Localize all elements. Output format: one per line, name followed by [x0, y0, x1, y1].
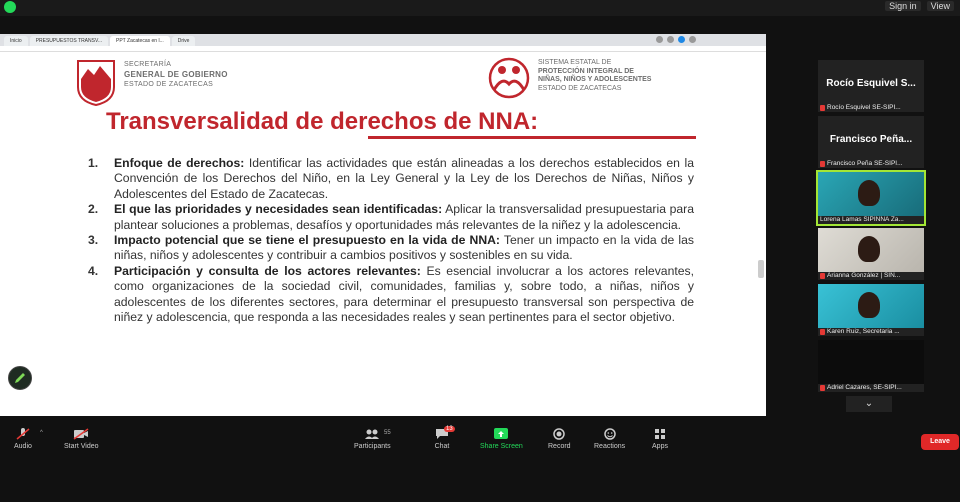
browser-tab[interactable]: Drive [172, 36, 196, 46]
participants-icon [364, 428, 380, 440]
extension-icon[interactable] [656, 36, 663, 43]
browser-tab-strip [0, 34, 766, 46]
pencil-icon [13, 371, 27, 385]
caret-up-icon[interactable]: ^ [40, 430, 43, 436]
record-label: Record [548, 443, 571, 450]
zoom-top-bar [0, 0, 960, 16]
chat-label: Chat [434, 443, 450, 450]
org-left-text [124, 60, 228, 90]
point-number: 2. [88, 202, 99, 217]
list-item [88, 202, 694, 233]
list-item [88, 233, 694, 264]
video-off-icon [73, 428, 89, 440]
audio-button[interactable] [14, 428, 43, 450]
participant-label [820, 216, 904, 223]
participant-label-text: Karen Ruiz, Secretaria ... [827, 328, 900, 335]
participant-gallery [818, 60, 924, 412]
chat-unread-badge: 13 [446, 426, 453, 432]
participant-tile[interactable] [818, 60, 924, 112]
view-button[interactable]: View [927, 1, 954, 11]
browser-tab[interactable]: Inicio [4, 36, 28, 46]
list-item [88, 264, 694, 326]
top-right-controls [885, 1, 954, 11]
participant-name-display: Francisco Peña... [829, 134, 913, 145]
participant-label [820, 160, 903, 167]
participant-video [818, 340, 924, 384]
point-heading: Impacto potencial que se tiene el presupuesto en la vida de NNA: [114, 233, 500, 248]
government-shield-logo [76, 57, 116, 107]
point-number: 1. [88, 156, 99, 170]
point-heading: Enfoque de derechos: [114, 156, 245, 170]
muted-mic-icon [820, 273, 825, 279]
point-body [114, 264, 694, 326]
point-number: 4. [88, 263, 99, 278]
participant-tile-speaking[interactable] [818, 172, 924, 224]
point-body [114, 233, 694, 264]
point-text: Tener un impacto en la vida de las niñas, niños y adolescentes y contribuir a cambios positivos y sostenibles en su vida. [114, 233, 695, 263]
participant-label-text: Lorena Lamas SIPINNA Za... [820, 216, 904, 223]
point-body [114, 202, 694, 233]
participant-tile[interactable] [818, 116, 924, 168]
audio-label: Audio [14, 443, 32, 450]
security-shield-icon[interactable] [4, 1, 16, 13]
participant-label-text: Arianna González | SIN... [827, 272, 901, 279]
reactions-icon [602, 428, 618, 440]
muted-mic-icon [820, 385, 825, 391]
muted-mic-icon [820, 329, 825, 335]
org-right-line: PROTECCIÓN INTEGRAL DE [538, 67, 634, 75]
record-button[interactable] [548, 428, 571, 450]
participants-button[interactable] [354, 428, 391, 450]
share-screen-label: Share Screen [480, 443, 523, 450]
point-text: Es esencial involucrar a los actores relevantes, como organizaciones de la sociedad civil, comunidades, familias y, sobre todo, a niñas, niños y adolescentes de los diferentes sectores, para determinar el presupuesto transversal son perspectiva de niñez y adolescencia, que responda a las necesidades reales y sean pertinentes para el sector objetivo. [114, 263, 694, 325]
share-screen-button[interactable] [480, 428, 523, 450]
profile-icon[interactable] [678, 36, 685, 43]
scrollbar-handle[interactable] [758, 260, 764, 278]
org-left-line: SECRETARÍA [124, 61, 172, 68]
participant-face [858, 292, 880, 318]
browser-tab[interactable]: PRESUPUESTOS TRANSV... [30, 36, 108, 46]
apps-label: Apps [652, 443, 668, 450]
participant-video [818, 228, 924, 272]
org-left-line: ESTADO DE ZACATECAS [124, 81, 214, 88]
reactions-label: Reactions [594, 443, 626, 450]
org-right-text [538, 59, 651, 93]
participant-name-display: Rocío Esquivel S... [826, 78, 916, 89]
apps-icon [652, 428, 668, 440]
annotate-button[interactable] [8, 366, 32, 390]
org-left-line: GENERAL DE GOBIERNO [124, 70, 228, 79]
shared-screen [0, 34, 766, 416]
title-underline [368, 136, 696, 139]
start-video-button[interactable] [64, 428, 99, 450]
participant-tile[interactable] [818, 284, 924, 336]
sipinna-logo [484, 56, 534, 100]
participant-label [820, 272, 900, 279]
muted-microphone-icon [15, 428, 31, 440]
participant-tile[interactable] [818, 340, 924, 392]
participant-label [820, 104, 901, 111]
share-screen-icon [493, 428, 509, 440]
participant-video [818, 172, 924, 216]
org-right-line: SISTEMA ESTATAL DE [538, 59, 612, 66]
participants-count: 55 [384, 430, 391, 436]
point-body [114, 156, 694, 202]
org-right-line: ESTADO DE ZACATECAS [538, 84, 622, 92]
participant-video [818, 284, 924, 328]
list-item [88, 156, 694, 202]
sign-in-button[interactable]: Sign in [885, 1, 921, 11]
extension-icon[interactable] [667, 36, 674, 43]
participant-label-text: Rocío Esquivel SE-SIPI... [827, 104, 901, 111]
participants-label: Participants [354, 443, 391, 450]
participant-face [858, 180, 880, 206]
participant-label-text: Francisco Peña SE-SIPI... [827, 160, 903, 167]
muted-mic-icon [820, 161, 825, 167]
apps-button[interactable] [652, 428, 668, 450]
point-heading: El que las prioridades y necesidades sean identificadas: [114, 202, 443, 217]
reactions-button[interactable] [594, 428, 625, 450]
presentation-slide [28, 52, 758, 412]
slide-points-list [88, 156, 694, 325]
meeting-toolbar [0, 424, 960, 464]
chat-button[interactable] [434, 426, 453, 450]
point-text: Aplicar la transversalidad presupuestaria para plantear soluciones a problemas, desafíos y oportunidades más relevantes de la niñez y la adolescencia. [114, 202, 694, 232]
record-icon [551, 428, 567, 440]
participant-label [820, 384, 902, 391]
leave-button[interactable]: Leave [921, 434, 959, 450]
browser-tab-active[interactable]: PPT Zacatecas en l... [110, 36, 170, 46]
participant-face [858, 236, 880, 262]
point-text: Identificar las actividades que están alineadas a los derechos establecidos en la Convención de los Derechos del Niño, en la Ley General y la Ley de los Derechos de Niñas, Niños y Adolescentes del Estado de Zacatecas. [114, 156, 694, 201]
org-right-line: NIÑAS, NIÑOS Y ADOLESCENTES [538, 76, 652, 83]
chevron-down-icon[interactable]: ⌄ [846, 396, 892, 412]
participant-tile[interactable] [818, 228, 924, 280]
participant-label [820, 328, 900, 335]
point-heading: Participación y consulta de los actores relevantes: [114, 263, 421, 278]
menu-icon[interactable] [689, 36, 696, 43]
slide-title: Transversalidad de derechos de NNA: [106, 108, 539, 135]
muted-mic-icon [820, 105, 825, 111]
participant-label-text: Adriel Cazares, SE-SIPI... [827, 384, 902, 391]
start-video-label: Start Video [64, 443, 99, 450]
browser-extension-icons [656, 36, 696, 43]
point-number: 3. [88, 233, 99, 248]
